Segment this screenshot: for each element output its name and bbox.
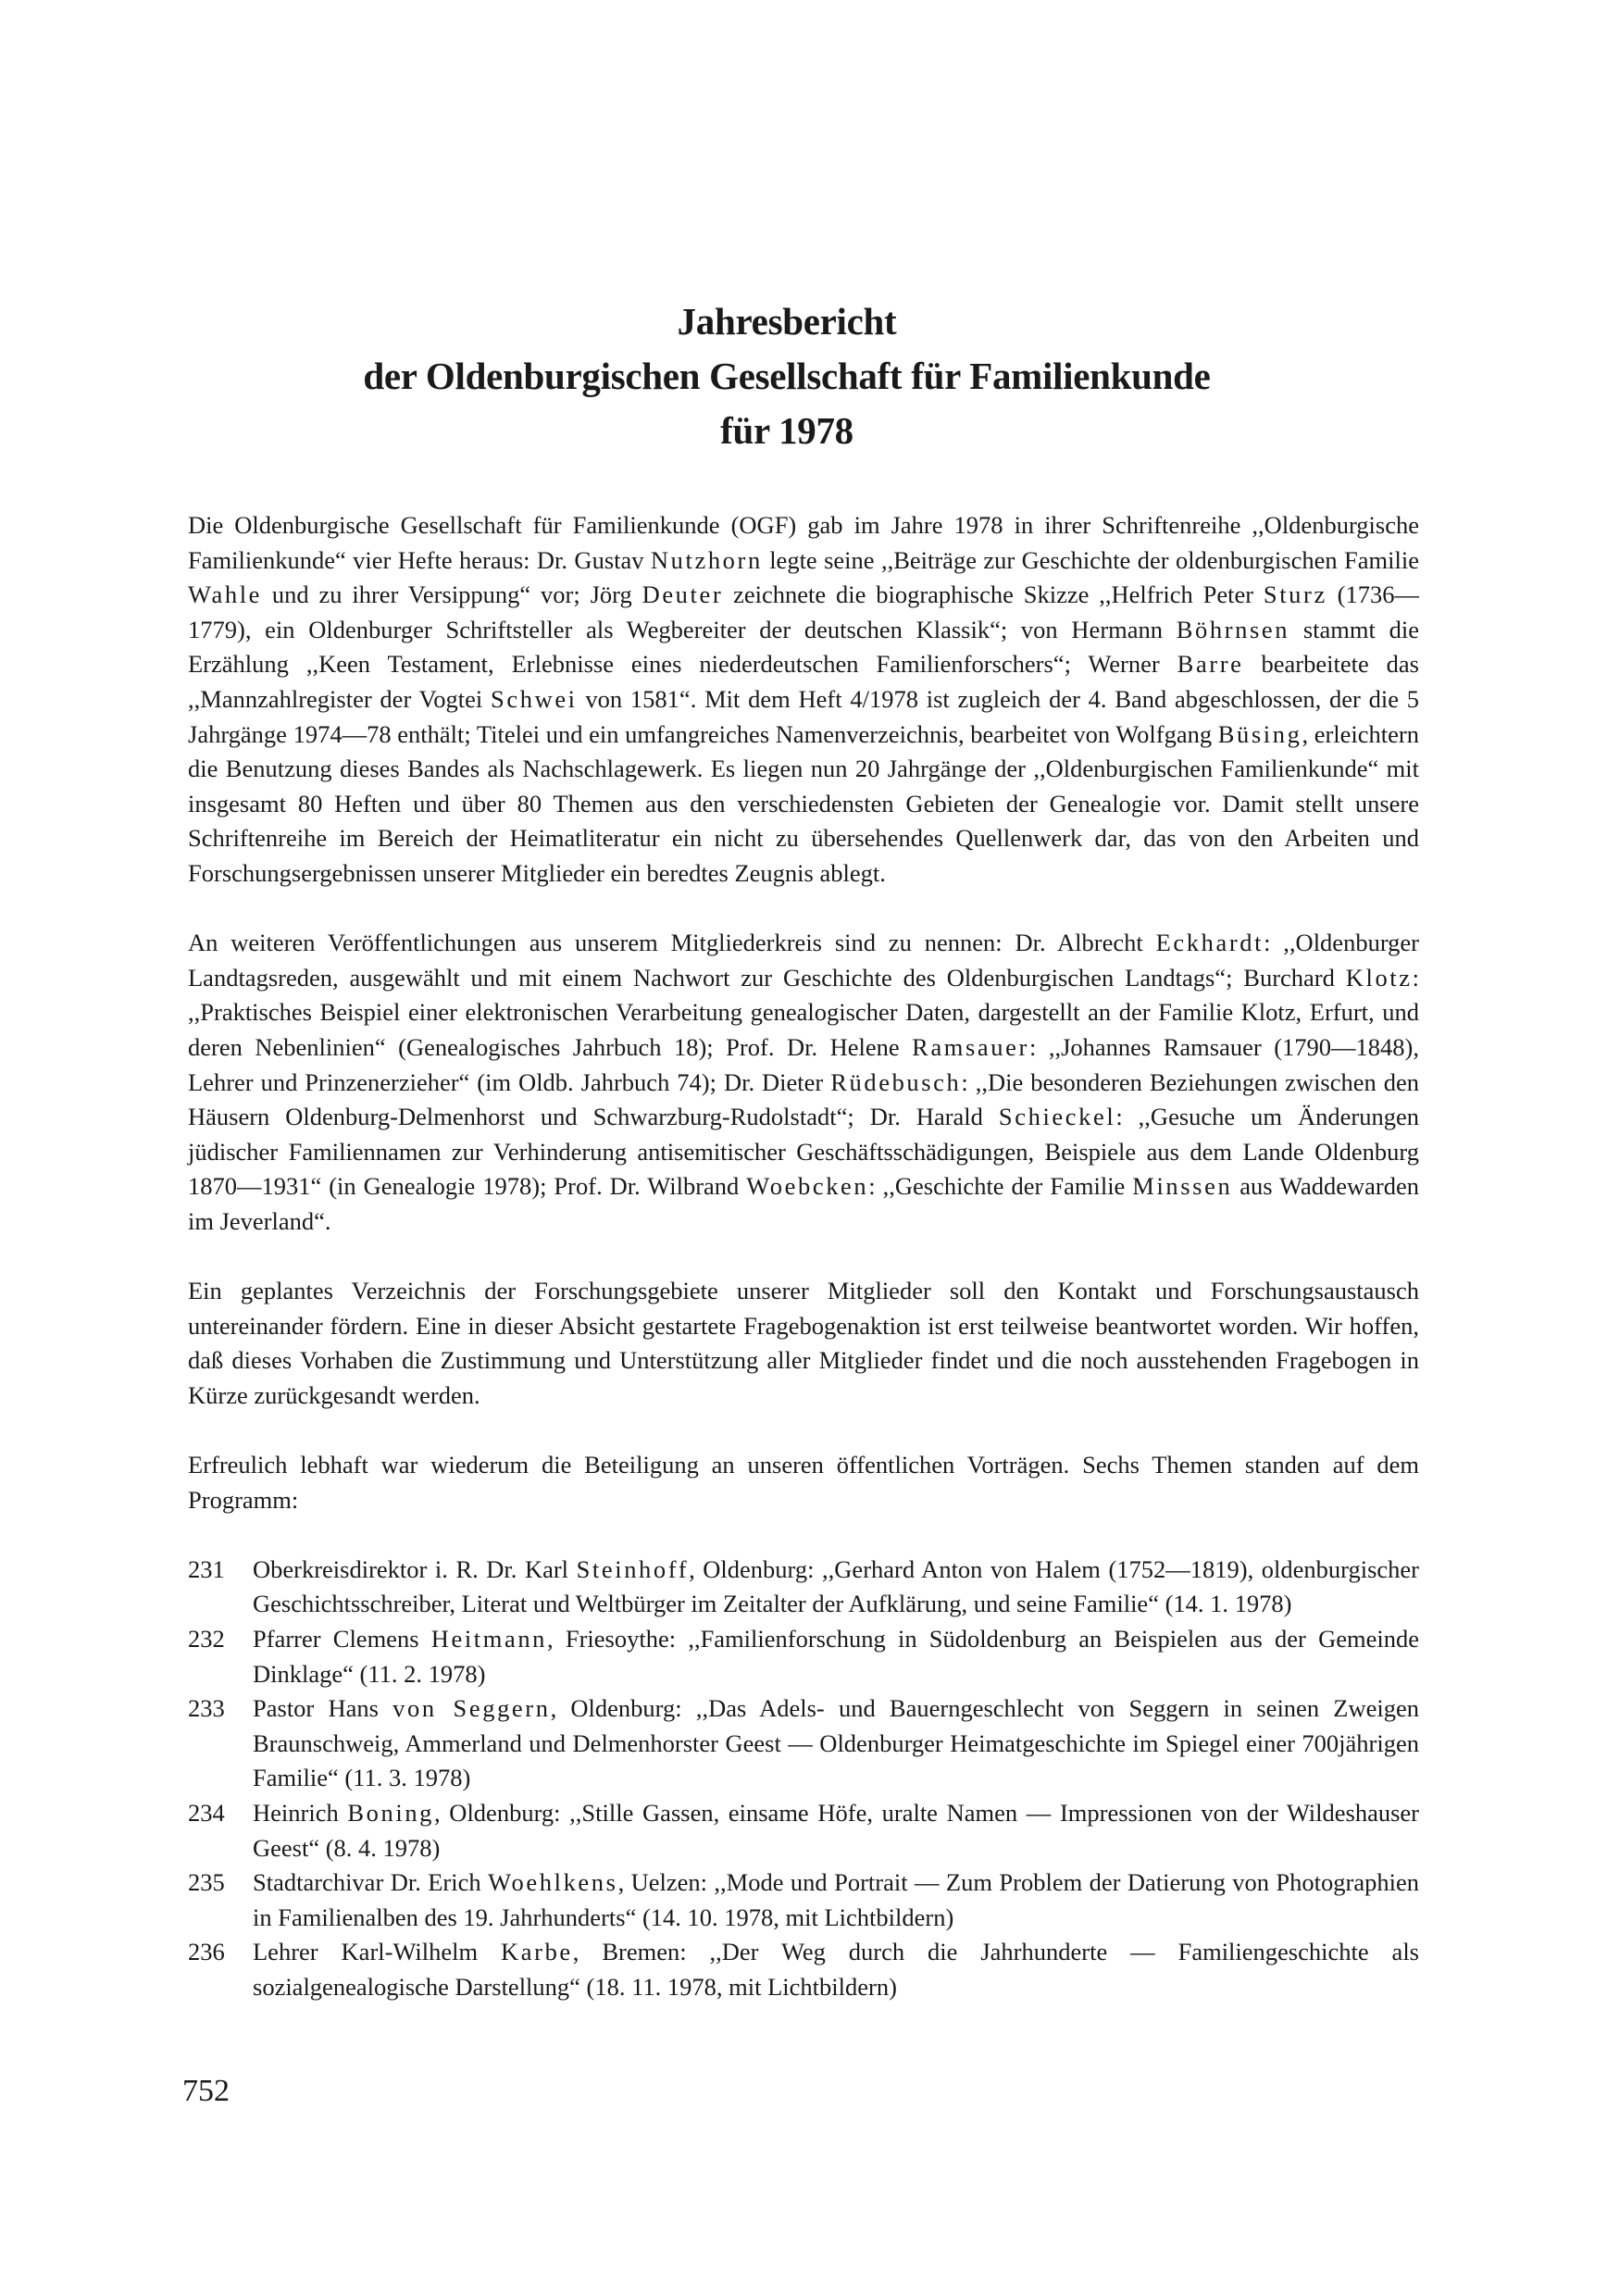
lecture-item [188,1622,1419,1691]
text-span: : ,,Die besonderen Beziehungen zwischen den Häusern Oldenburg-Delmenhorst und Schwarzburg-Rudolstadt“; Dr. Harald [188,1067,1419,1131]
person-name: Sturz [1263,580,1327,609]
paragraph-research-directory: Ein geplantes Verzeichnis der Forschungsgebiete unserer Mitglieder soll den Kontakt und Forschungsaustausch untereinander fördern. Eine in dieser Absicht gestartete Fragebogenaktion ist erst teilweise beantwortet worden. Wir hoffen, daß dieses Vorhaben die Zustimmung und Unterstützung aller Mitglieder findet und die noch ausstehenden Fragebogen in Kürze zurückgesandt werden. [188,1277,1419,1409]
text-span: und zu ihrer Versippung“ vor; Jörg [262,580,642,609]
person-name: Wahle [188,580,263,609]
lecture-item [188,1553,1419,1622]
text-span: : ,,Praktisches Beispiel einer elektronischen Verarbeitung genealogischer Daten, dargestellt an der Familie Klotz, Erfurt, und deren Nebenlinien“ (Genealogisches Jahrbuch 18); Prof. Dr. Helene [188,963,1419,1061]
text-span: bearbeitete das ,,Mannzahlregister der Vogtei [188,650,1419,713]
text-span: Pastor Hans [253,1694,393,1723]
text-span: Lehrer Karl-Wilhelm [253,1938,502,1966]
paragraph-member-publications [188,926,1419,1239]
text-span: Heinrich [253,1798,348,1827]
person-name: Deuter [642,580,724,609]
speaker-name: Karbe [501,1938,573,1966]
person-name: Klotz [1345,963,1413,992]
lecture-list [188,1553,1419,2005]
text-span: , erleichtern die Benutzung dieses Bandes als Nachschlagewerk. Es liegen nun 20 Jahrgänge der ,,Oldenburgischen Familienkunde“ mit insgesamt 80 Heften und über 80 Themen aus den verschiedensten Gebieten der Genealogie vor. Damit stellt unsere Schriftenreihe im Bereich der Heimatliteratur ein nicht zu übersehendes Quellenwerk dar, das von den Arbeiten und Forschungsergebnissen unserer Mitglieder ein beredtes Zeugnis ablegt. [188,719,1419,887]
text-span: , Oldenburg: ,,Stille Gassen, einsame Höfe, uralte Namen — Impressionen von der Wildeshauser Geest“ (8. 4. 1978) [253,1798,1419,1862]
lecture-item [188,1796,1419,1866]
lecture-number: 234 [188,1798,225,1827]
text-span: Oberkreisdirektor i. R. Dr. Karl [253,1554,577,1583]
text-span: : ,,Geschichte der Familie [868,1172,1133,1201]
paragraph-publications [188,508,1419,892]
lecture-number: 236 [188,1938,225,1966]
report-title [185,294,1389,458]
person-name: Böhrnsen [1176,615,1290,643]
speaker-name: Boning [347,1798,435,1827]
text-span: zeichnete die biographische Skizze ,,Helfrich Peter [723,580,1264,609]
person-name: Eckhardt [1155,929,1264,957]
lecture-text [253,1691,1419,1796]
text-span: Pfarrer Clemens [253,1625,431,1653]
lecture-text [253,1622,1419,1691]
report-body [188,508,1419,2005]
text-span: aus Waddewarden im Jeverland“. [188,1172,1420,1235]
lecture-item [188,1935,1419,2004]
text-span: , Friesoythe: ,,Familienforschung in Südoldenburg an Beispielen aus der Gemeinde Dinklage“ (11. 2. 1978) [253,1625,1419,1688]
text-span: von 1581“. Mit dem Heft 4/1978 ist zugleich der 4. Band abgeschlossen, der die 5 Jahrgänge 1974—78 enthält; Titelei und ein umfangreiches Namenverzeichnis, bearbeitet von Wolfgang [188,684,1419,748]
text-span: , Uelzen: ,,Mode und Portrait — Zum Problem der Datierung von Photographien in Familienalben des 19. Jahrhunderts“ (14. 10. 1978, mit Lichtbildern) [253,1868,1419,1931]
speaker-name: Woehlkens [488,1868,618,1897]
person-name: Ramsauer [912,1032,1029,1061]
paragraph-lectures-intro: Erfreulich lebhaft war wiederum die Beteiligung an unseren öffentlichen Vorträgen. Sechs Themen standen auf dem Programm: [188,1451,1419,1514]
text-span: , Oldenburg: ,,Das Adels- und Bauerngeschlecht von Seggern in seinen Zweigen Braunschweig, Ammerland und Delmenhorster Geest — Oldenburger Heimatgeschichte im Spiegel einer 700jährigen Familie“ (11. 3. 1978) [253,1694,1420,1792]
text-span: , Bremen: ,,Der Weg durch die Jahrhunderte — Familiengeschichte als sozialgenealogische Darstellung“ (18. 11. 1978, mit Lichtbildern) [253,1938,1419,2001]
text-span: : ,,Gesuche um Änderungen jüdischer Familiennamen zur Verhinderung antisemitischer Geschäftsschädigungen, Beispiele aus dem Lande Oldenburg 1870—1931“ (in Genealogie 1978); Prof. Dr. Wilbrand [188,1103,1419,1201]
speaker-name: von Seggern [392,1694,551,1723]
text-span: legte seine ,,Beiträge zur Geschichte der oldenburgischen Familie [762,545,1419,574]
title-line-3: für 1978 [720,409,853,452]
text-span: An weiteren Veröffentlichungen aus unserem Mitgliederkreis sind zu nennen: Dr. Albrecht [188,929,1156,957]
lecture-number: 231 [188,1554,225,1583]
person-name: Barre [1177,650,1244,679]
title-line-2: der Oldenburgischen Gesellschaft für Familienkunde [363,355,1211,397]
lecture-number: 232 [188,1625,225,1653]
text-span: (1736—1779), ein Oldenburger Schriftsteller als Wegbereiter der deutschen Klassik“; von Hermann [188,580,1419,643]
text-span: Stadtarchivar Dr. Erich [253,1868,489,1897]
person-name: Büsing [1217,719,1302,748]
lecture-number: 233 [188,1694,225,1723]
page-number: 752 [182,2074,230,2108]
person-name: Schieckel [998,1103,1116,1131]
lecture-item [188,1866,1419,1935]
lecture-text [253,1796,1419,1866]
lecture-number: 235 [188,1868,225,1897]
title-line-1: Jahresbericht [677,300,897,343]
text-span: : ,,Johannes Ramsauer (1790—1848), Lehrer und Prinzenerzieher“ (im Oldb. Jahrbuch 74); Dr. Dieter [188,1032,1419,1096]
person-name: Rüdebusch [830,1067,962,1096]
text-span: stammt die Erzählung ,,Keen Testament, Erlebnisse eines niederdeutschen Familienforschers“; Werner [188,615,1419,679]
person-name: Woebcken [746,1172,869,1201]
person-name: Nutzhorn [650,545,763,574]
speaker-name: Heitmann [430,1625,548,1653]
text-span: , Oldenburg: ,,Gerhard Anton von Halem (1752—1819), oldenburgischer Geschichtsschreiber, Literat und Weltbürger im Zeitalter der Aufklärung, und seine Familie“ (14. 1. 1978) [253,1554,1419,1618]
lecture-item [188,1691,1419,1796]
person-name: Minssen [1132,1172,1233,1201]
text-span: Die Oldenburgische Gesellschaft für Familienkunde (OGF) gab im Jahre 1978 in ihrer Schriftenreihe ,,Oldenburgische Familienkunde“ vier Hefte heraus: Dr. Gustav [188,511,1419,574]
lecture-text [253,1935,1419,2004]
lecture-text [253,1553,1419,1622]
place-name: Schwei [491,684,578,713]
text-span: : ,,Oldenburger Landtagsreden, ausgewählt und mit einem Nachwort zur Geschichte des Oldenburgischen Landtags“; Burchard [188,929,1419,992]
speaker-name: Steinhoff [576,1554,690,1583]
lecture-text [253,1866,1419,1935]
